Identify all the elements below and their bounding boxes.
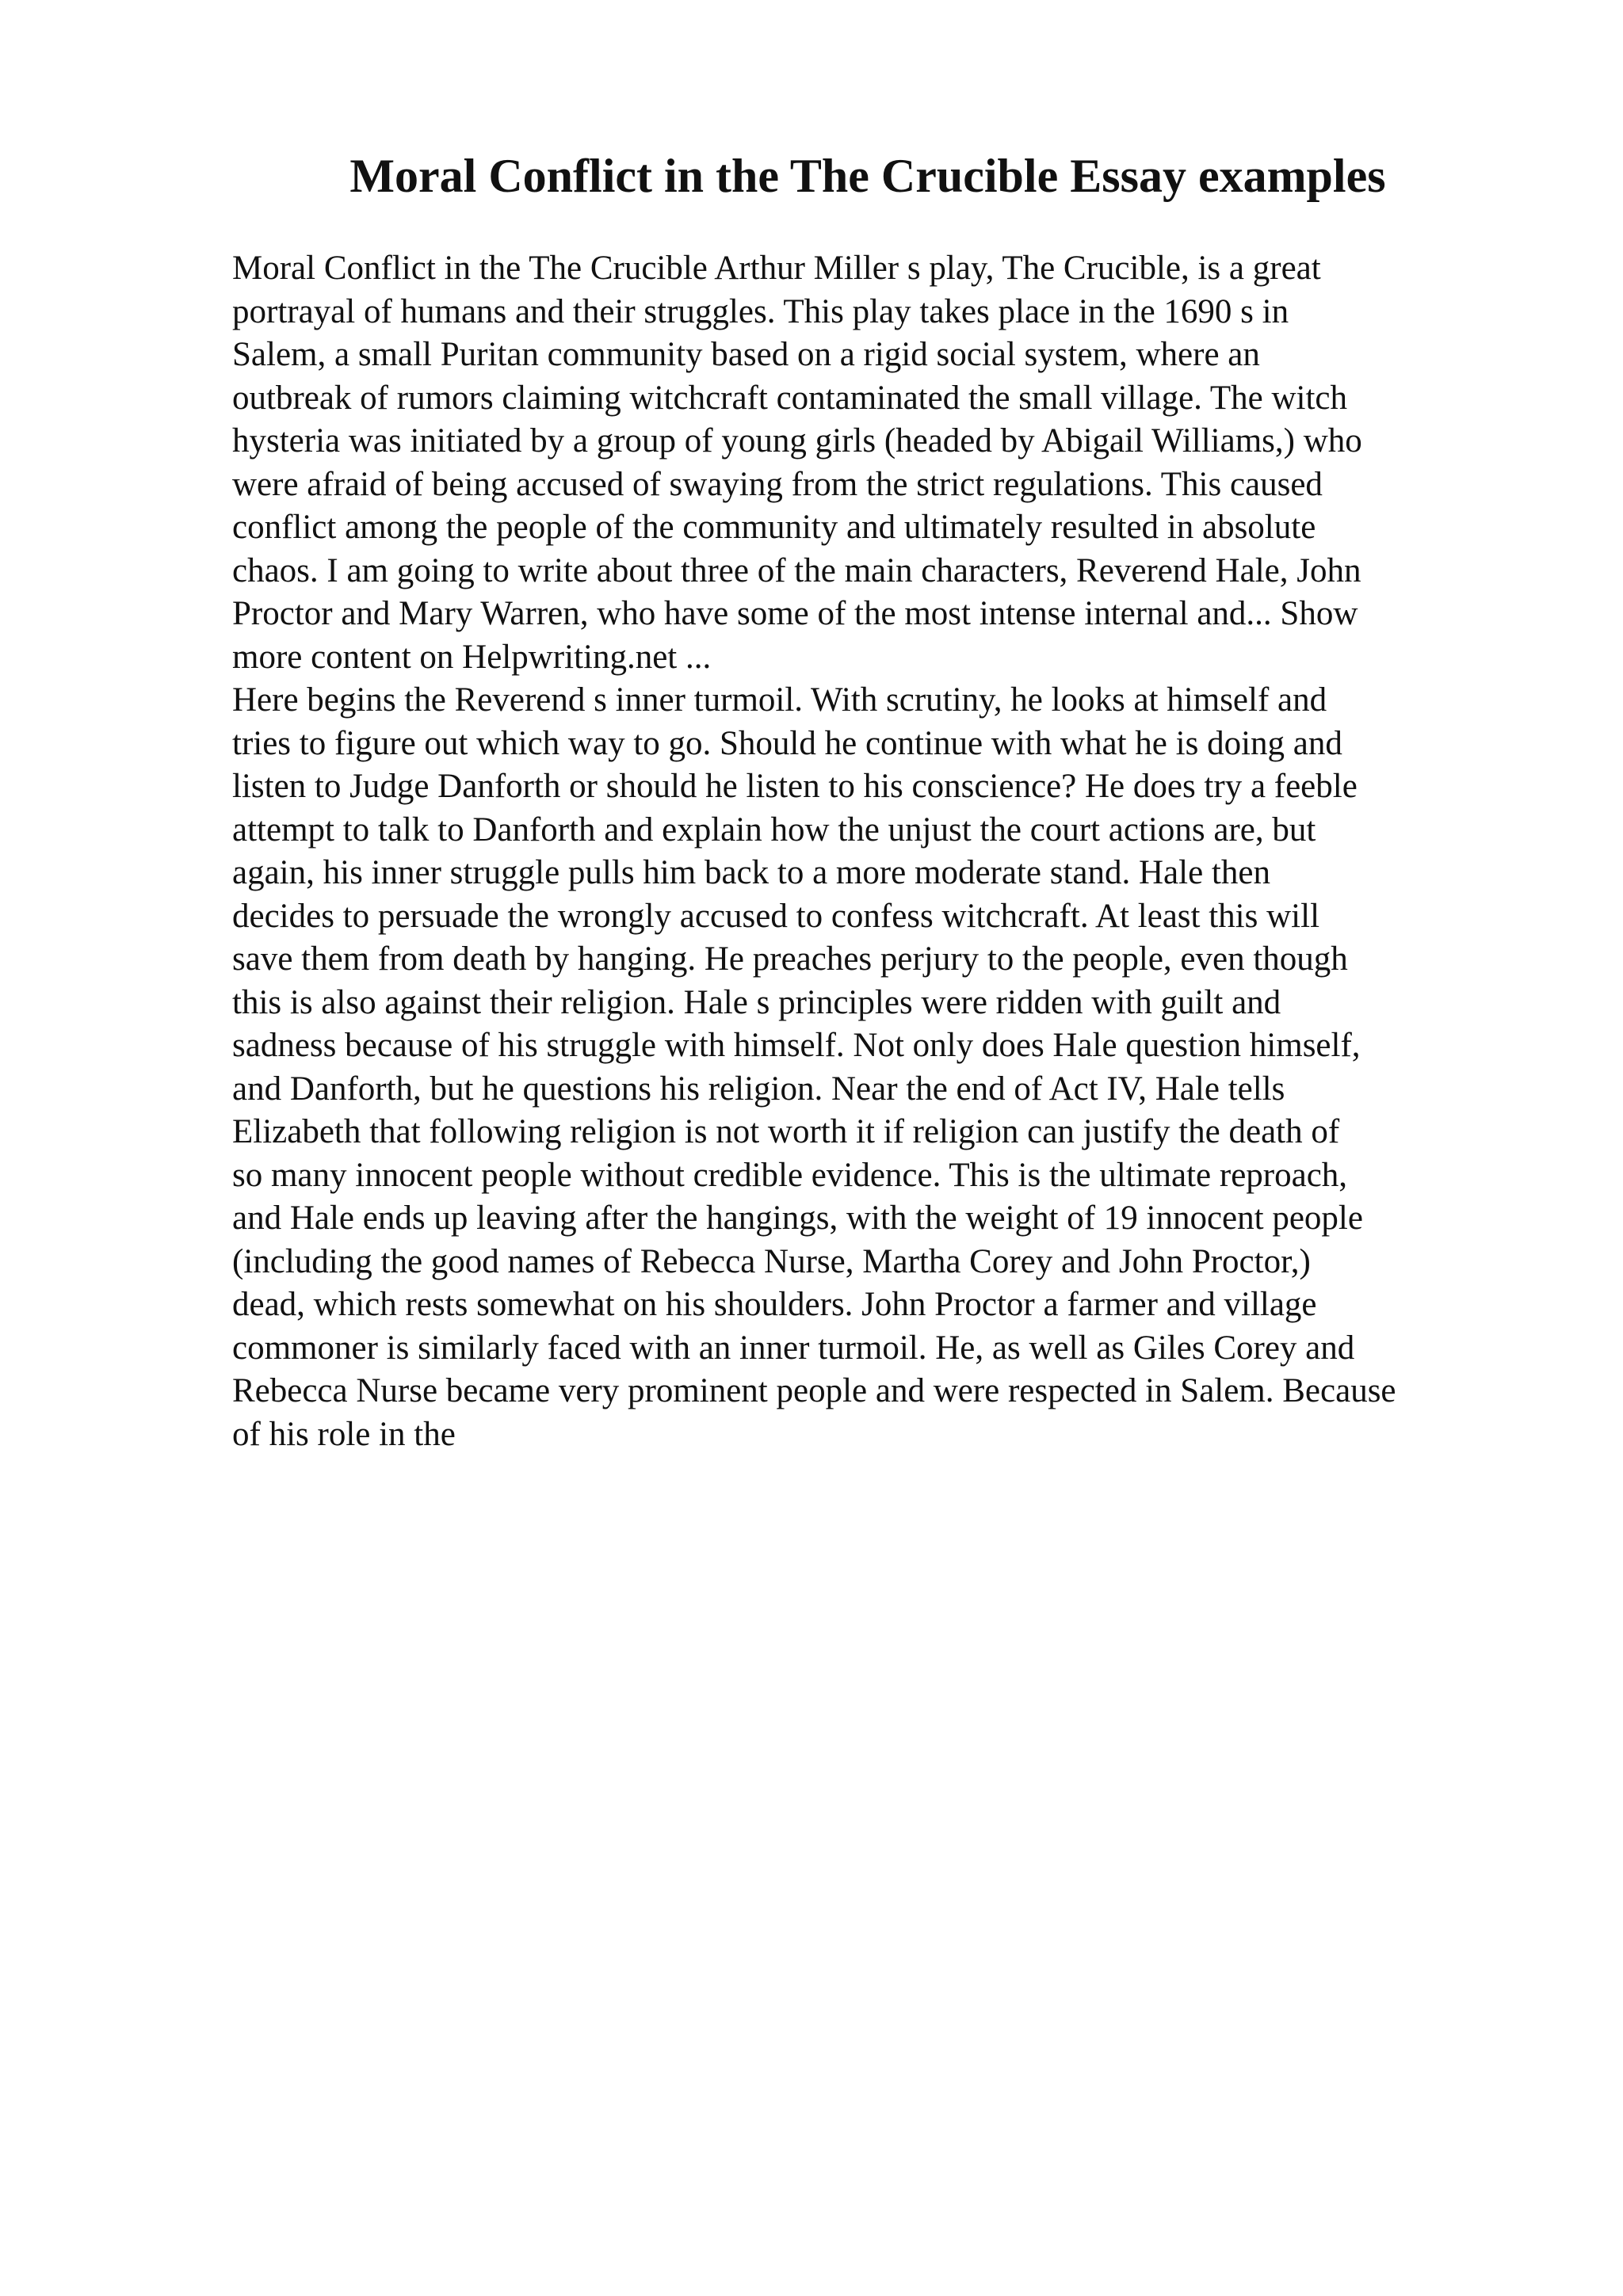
text-line: this is also against their religion. Hale s principles were ridden with guilt and xyxy=(232,983,1281,1021)
text-line: Here begins the Reverend s inner turmoil. With scrutiny, he looks at himself and xyxy=(232,681,1327,719)
text-line: and Hale ends up leaving after the hangings, with the weight of 19 innocent people xyxy=(232,1199,1363,1237)
document-body xyxy=(232,247,1500,1456)
text-line: so many innocent people without credible evidence. This is the ultimate reproach, xyxy=(232,1156,1348,1194)
text-line: (including the good names of Rebecca Nurse, Martha Corey and John Proctor,) xyxy=(232,1242,1311,1280)
text-line: sadness because of his struggle with himself. Not only does Hale question himself, xyxy=(232,1027,1361,1064)
document-title: Moral Conflict in the The Crucible Essay examples xyxy=(349,150,1386,202)
text-line: conflict among the people of the community and ultimately resulted in absolute xyxy=(232,509,1316,546)
text-line: decides to persuade the wrongly accused to confess witchcraft. At least this will xyxy=(232,897,1320,935)
text-line: chaos. I am going to write about three of the main characters, Reverend Hale, John xyxy=(232,551,1361,589)
text-line: Proctor and Mary Warren, who have some of the most intense internal and... Show xyxy=(232,595,1358,632)
text-line: Moral Conflict in the The Crucible Arthur Miller s play, The Crucible, is a great xyxy=(232,250,1321,287)
text-line: of his role in the xyxy=(232,1415,456,1453)
text-line: were afraid of being accused of swaying from the strict regulations. This caused xyxy=(232,465,1323,503)
text-line: hysteria was initiated by a group of young girls (headed by Abigail Williams,) who xyxy=(232,422,1362,460)
text-line: save them from death by hanging. He preaches perjury to the people, even though xyxy=(232,940,1348,978)
text-line: tries to figure out which way to go. Should he continue with what he is doing and xyxy=(232,724,1342,762)
text-line: and Danforth, but he questions his religion. Near the end of Act IV, Hale tells xyxy=(232,1070,1285,1108)
text-line: listen to Judge Danforth or should he listen to his conscience? He does try a feeble xyxy=(232,768,1358,805)
text-line: portrayal of humans and their struggles. This play takes place in the 1690 s in xyxy=(232,292,1289,330)
text-line: outbreak of rumors claiming witchcraft contaminated the small village. The witch xyxy=(232,379,1348,417)
text-line: more content on Helpwriting.net ... xyxy=(232,638,712,676)
text-line: Elizabeth that following religion is not worth it if religion can justify the death of xyxy=(232,1113,1340,1150)
text-line: again, his inner struggle pulls him back to a more moderate stand. Hale then xyxy=(232,854,1270,891)
text-line: commoner is similarly faced with an inner turmoil. He, as well as Giles Corey and xyxy=(232,1329,1355,1367)
text-line: Salem, a small Puritan community based on a rigid social system, where an xyxy=(232,336,1260,373)
text-line: dead, which rests somewhat on his shoulders. John Proctor a farmer and village xyxy=(232,1286,1317,1323)
text-line: Rebecca Nurse became very prominent people and were respected in Salem. Because xyxy=(232,1372,1396,1409)
text-line: attempt to talk to Danforth and explain how the unjust the court actions are, but xyxy=(232,810,1316,849)
